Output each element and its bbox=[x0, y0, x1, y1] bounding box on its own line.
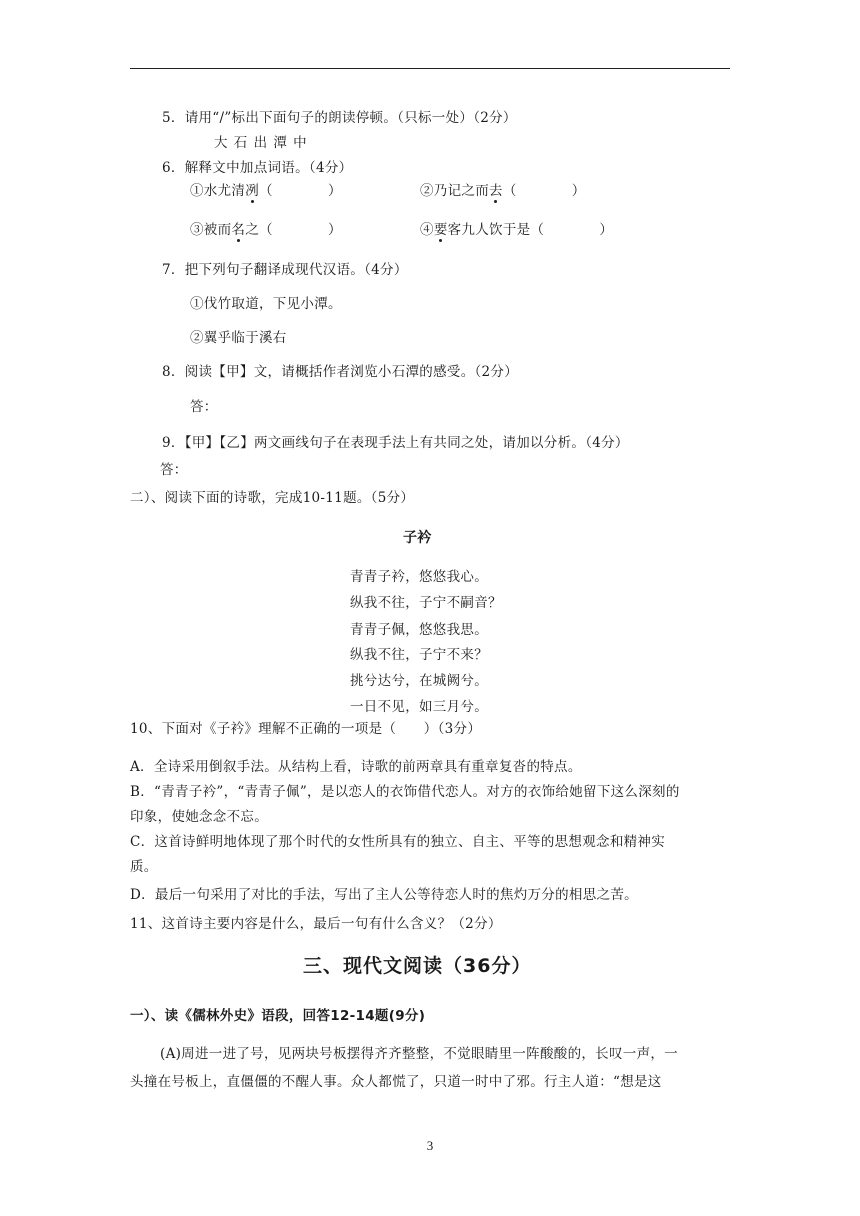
dotted-word: 名 bbox=[231, 222, 246, 238]
passage-line: 头撞在号板上，直僵僵的不醒人事。众人都慌了，只道一时中了邪。行主人道：“想是这 bbox=[130, 1074, 662, 1090]
question-9: 9．【甲】【乙】两文画线句子在表现手法上有共同之处，请加以分析。（4分） bbox=[162, 435, 629, 451]
part-2-heading: 二）、阅读下面的诗歌，完成10-11题。（5分） bbox=[130, 490, 415, 506]
poem-line: 青青子衿，悠悠我心。 bbox=[350, 569, 488, 585]
poem-line: 纵我不往，子宁不嗣音？ bbox=[350, 595, 502, 611]
dotted-word: 要 bbox=[433, 222, 448, 238]
question-11: 11、这首诗主要内容是什么，最后一句有什么含义？（2分） bbox=[130, 916, 502, 932]
passage-line: (A)周进一进了号，见两块号板摆得齐齐整整，不觉眼睛里一阵酸酸的，长叹一声，一 bbox=[160, 1046, 678, 1062]
header-rule bbox=[130, 68, 730, 69]
option-c: C．这首诗鲜明地体现了那个时代的女性所具有的独立、自主、平等的思想观念和精神实 bbox=[130, 834, 666, 850]
question-6-item-2: ②乃记之而去（ ） bbox=[420, 183, 586, 199]
option-c-continued: 质。 bbox=[130, 859, 158, 875]
poem-line: 青青子佩，悠悠我思。 bbox=[350, 622, 488, 638]
dotted-word: 去 bbox=[489, 183, 503, 199]
page-number: 3 bbox=[426, 1138, 434, 1153]
question-5-sentence: 大 石 出 潭 中 bbox=[214, 135, 308, 151]
question-6-item-1: ①水尤清冽（ ） bbox=[190, 183, 342, 199]
question-6: 6．解释文中加点词语。（4分） bbox=[162, 160, 353, 176]
poem-title: 子衿 bbox=[403, 530, 432, 546]
question-5: 5．请用“/”标出下面句子的朗读停顿。（只标一处）（2分） bbox=[162, 110, 517, 126]
poem-line: 一日不见，如三月兮。 bbox=[350, 699, 488, 715]
question-6-item-4: ④要客九人饮于是（ ） bbox=[420, 222, 614, 238]
option-b: B．“青青子衿”，“青青子佩”，是以恋人的衣饰借代恋人。对方的衣饰给她留下这么深刻的 bbox=[130, 784, 680, 800]
part-3-heading: 三、现代文阅读（36分） bbox=[303, 955, 532, 977]
option-b-continued: 印象，使她念念不忘。 bbox=[130, 809, 268, 825]
question-9-answer: 答： bbox=[160, 462, 188, 478]
section-1-heading: 一）、读《儒林外史》语段，回答12-14题(9分) bbox=[130, 1008, 426, 1024]
question-7-sentence-1: ①伐竹取道，下见小潭。 bbox=[190, 296, 342, 312]
poem-line: 纵我不往，子宁不来？ bbox=[350, 647, 488, 663]
question-6-item-3: ③被而名之（ ） bbox=[190, 222, 342, 238]
question-7: 7．把下列句子翻译成现代汉语。（4分） bbox=[162, 262, 408, 278]
question-7-sentence-2: ②翼乎临于溪右 bbox=[190, 330, 287, 346]
option-a: A．全诗采用倒叙手法。从结构上看，诗歌的前两章具有重章复沓的特点。 bbox=[130, 759, 582, 775]
poem-line: 挑兮达兮，在城阙兮。 bbox=[350, 673, 488, 689]
option-d: D．最后一句采用了对比的手法，写出了主人公等待恋人时的焦灼万分的相思之苦。 bbox=[130, 887, 638, 903]
question-8: 8．阅读【甲】文，请概括作者浏览小石潭的感受。（2分） bbox=[162, 364, 519, 380]
dotted-word: 冽 bbox=[245, 183, 260, 199]
question-10: 10、下面对《子衿》理解不正确的一项是（ ）（3分） bbox=[130, 721, 482, 737]
question-8-answer: 答： bbox=[190, 399, 218, 415]
